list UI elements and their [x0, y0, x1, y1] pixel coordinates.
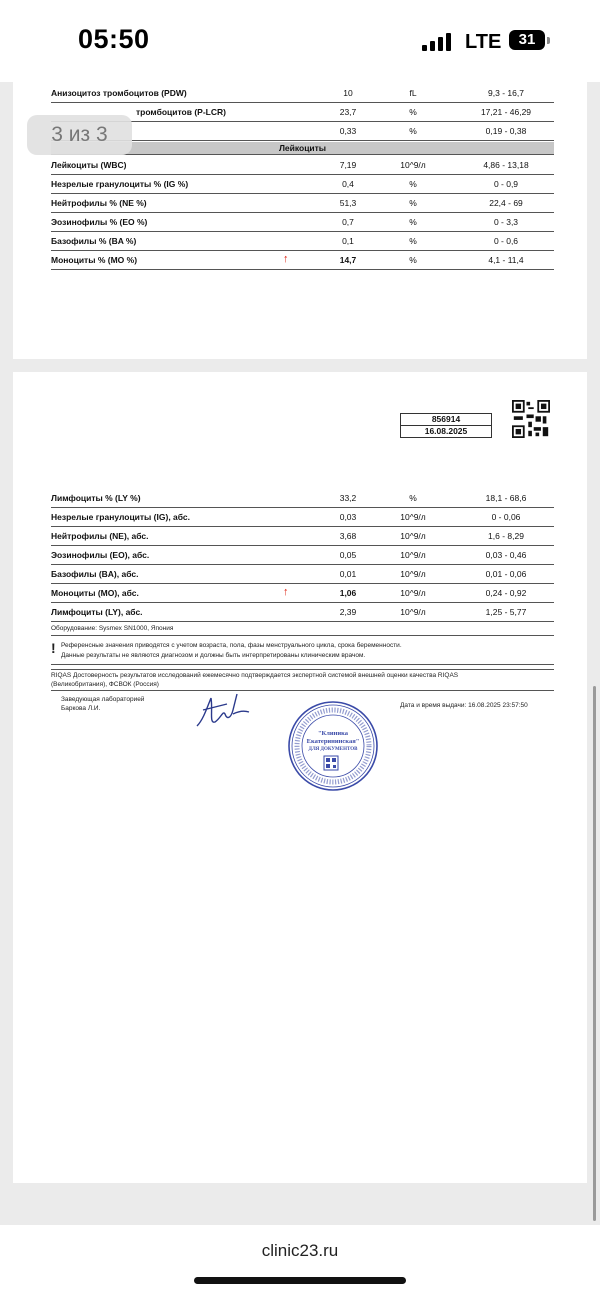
sample-id: 856914 [431, 414, 461, 424]
table-row: Нейтрофилы % (NE %) 51,3 % 22,4 - 69 [51, 194, 554, 213]
sample-date: 16.08.2025 [401, 425, 491, 437]
warning-icon: ! [51, 640, 56, 656]
disclaimer-line-1: Референсные значения приводятся с учетом возраста, пола, фазы менструального цикла, срока беременности. [61, 642, 402, 649]
qr-code-icon [512, 400, 550, 438]
document-viewer[interactable] [0, 82, 600, 1225]
clinic-stamp [287, 700, 379, 792]
home-indicator[interactable] [194, 1277, 406, 1284]
table-row: 0,33 % 0,19 - 0,38 [51, 122, 554, 141]
signal-icon [422, 33, 456, 51]
scrollbar[interactable] [593, 686, 596, 1221]
riqas-line-2: (Великобритания), ФСВОК (Россия) [51, 681, 159, 688]
table-row: Эозинофилы (EO), абс. 0,05 10^9/л 0,03 - 0,46 [51, 546, 554, 565]
table-row: Незрелые гранулоциты % (IG %) 0,4 % 0 - 0,9 [51, 175, 554, 194]
table-row: Эозинофилы % (EO %) 0,7 % 0 - 3,3 [51, 213, 554, 232]
issue-datetime: Дата и время выдачи: 16.08.2025 23:57:50 [400, 702, 528, 709]
table-row: Базофилы (BA), абс. 0,01 10^9/л 0,01 - 0,06 [51, 565, 554, 584]
divider [51, 690, 554, 691]
status-time: 05:50 [78, 24, 150, 54]
table-row: тромбоцитов (P-LCR) 23,7 % 17,21 - 46,29 [51, 103, 554, 122]
equipment-note: Оборудование: Sysmex SN1000, Япония [51, 625, 174, 632]
battery-icon: 31 [509, 30, 545, 50]
riqas-line-1: RIQAS Достоверность результатов исследований ежемесячно подтверждается экспертной системой внешней оценки качества RIQAS [51, 672, 459, 679]
table-row: Моноциты % (MO %) ↑ 14,7 % 4,1 - 11,4 [51, 251, 554, 270]
sample-id-box [400, 413, 492, 438]
browser-footer [0, 1225, 600, 1297]
disclaimer-line-2: Данные результаты не являются диагнозом и должны быть интерпретированы клиническим врачом. [61, 652, 366, 659]
table-row: Анизоцитоз тромбоцитов (PDW) 10 fL 9,3 - 16,7 [51, 84, 554, 103]
status-bar [0, 0, 600, 82]
page-indicator: 3 из 3 [27, 115, 132, 155]
high-flag-icon: ↑ [283, 586, 289, 598]
signature-icon [193, 690, 253, 730]
table-row: Лимфоциты (LY), абс. 2,39 10^9/л 1,25 - 5,77 [51, 603, 554, 622]
divider [51, 664, 554, 665]
network-type: LTE [465, 31, 502, 53]
table-row: Моноциты (MO), абс. ↑ 1,06 10^9/л 0,24 - 0,92 [51, 584, 554, 603]
table-row: Лейкоциты (WBC) 7,19 10^9/л 4,86 - 13,18 [51, 156, 554, 175]
table-row: Лимфоциты % (LY %) 33,2 % 18,1 - 68,6 [51, 489, 554, 508]
document-page-2 [13, 372, 587, 1183]
high-flag-icon: ↑ [283, 253, 289, 265]
lab-head-title: Заведующая лабораторией [61, 696, 145, 703]
stamp-text-3: ДЛЯ ДОКУМЕНТОВ [308, 747, 358, 752]
table-row: Незрелые гранулоциты (IG), абс. 0,03 10^9/л 0 - 0,06 [51, 508, 554, 527]
divider [51, 635, 554, 636]
battery-tip [547, 37, 550, 44]
divider [51, 669, 554, 670]
table-row: Нейтрофилы (NE), абс. 3,68 10^9/л 1,6 - 8,29 [51, 527, 554, 546]
lab-head-name: Баркова Л.И. [61, 705, 101, 712]
stamp-text-2: Екатерининская" [306, 738, 360, 745]
stamp-text-1: "Клиника [317, 730, 349, 737]
section-header: Лейкоциты [51, 142, 554, 155]
url-label[interactable]: clinic23.ru [261, 1241, 339, 1260]
table-row: Базофилы % (BA %) 0,1 % 0 - 0,6 [51, 232, 554, 251]
